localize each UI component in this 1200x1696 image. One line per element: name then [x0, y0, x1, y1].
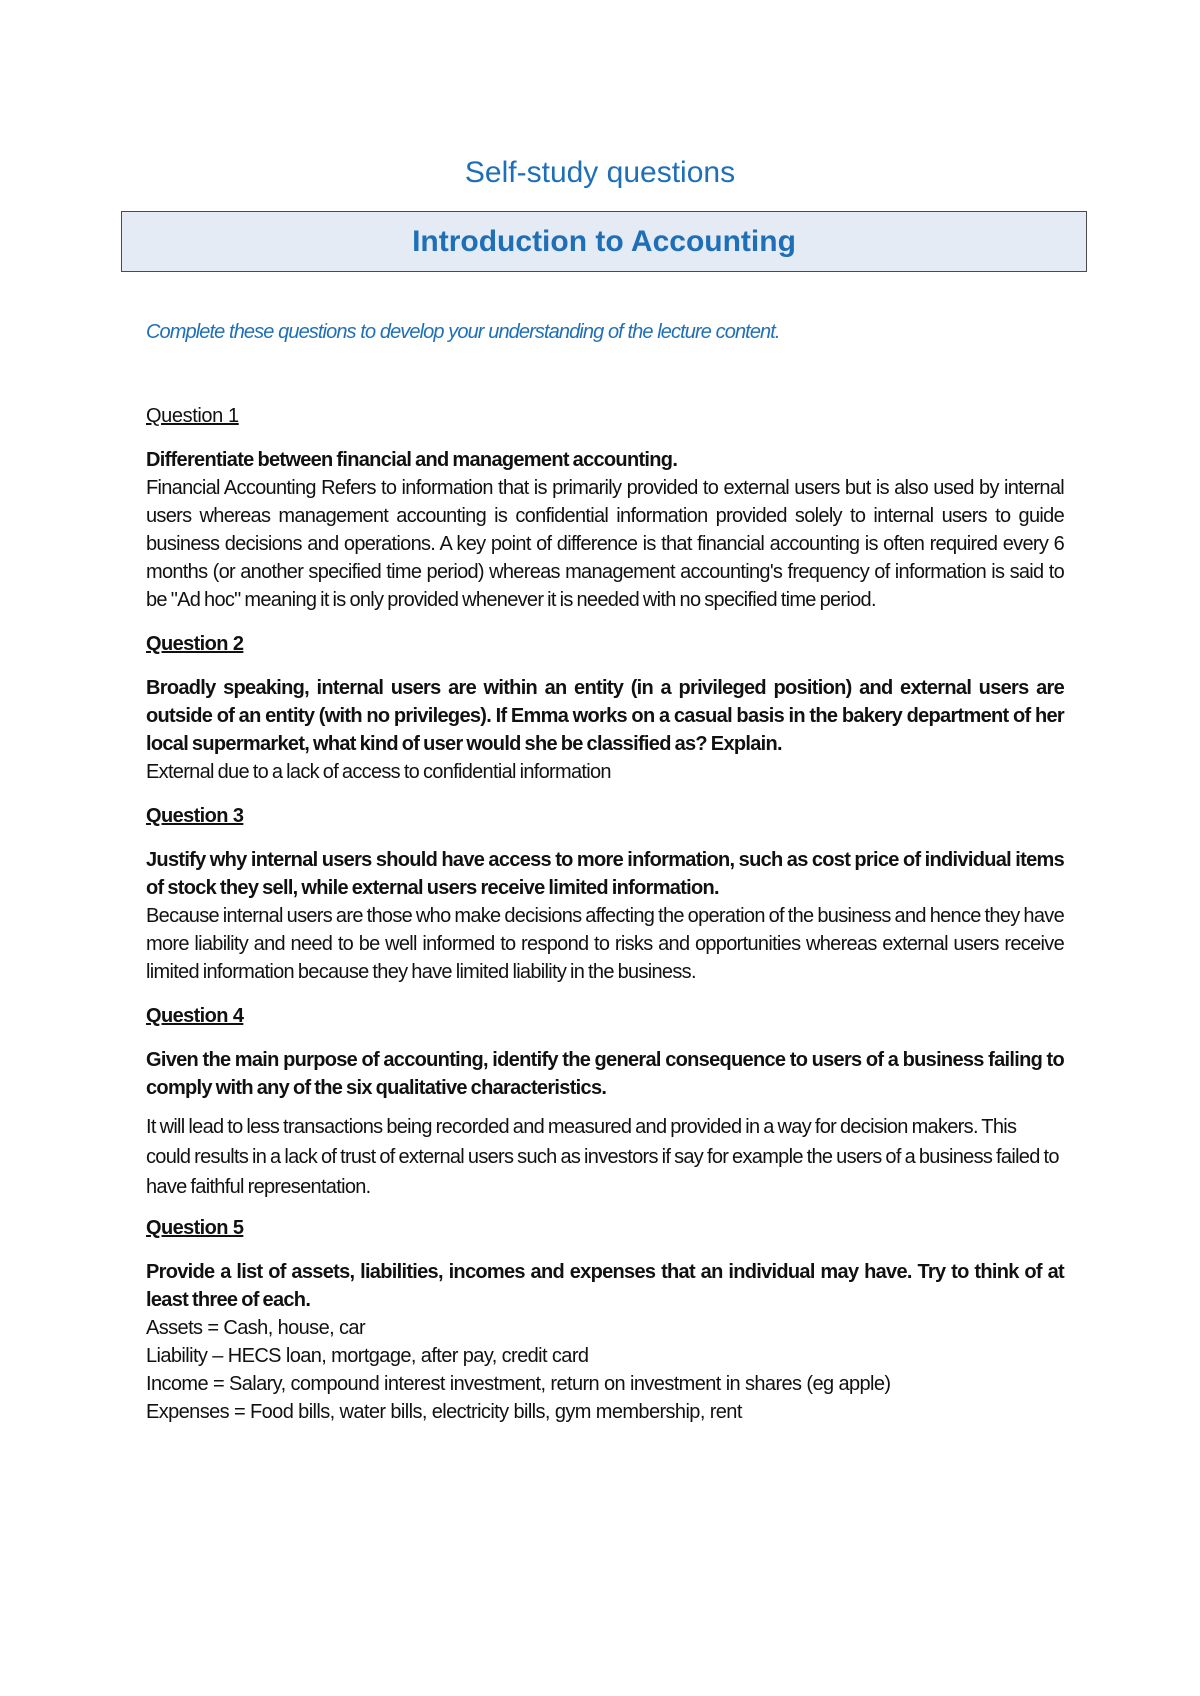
question-2-label: Question 2 — [146, 633, 244, 655]
question-1-answer: Financial Accounting Refers to information that is primarily provided to external users but is also used by internal users whereas management accounting is confidential information provided solely to internal users to guide business decisions and operations. A key point of difference is that financial accounting is often required every 6 months (or another specified time period) whereas management accounting's frequency of information is said to be "Ad hoc" meaning it is only provided whenever it is needed with no specified time period. — [146, 477, 1064, 611]
question-1-prompt: Differentiate between financial and management accounting. — [146, 449, 678, 471]
question-5-answer-expenses: Expenses = Food bills, water bills, electricity bills, gym membership, rent — [146, 1401, 742, 1423]
question-3-prompt: Justify why internal users should have access to more information, such as cost price of individual items of stock they sell, while external users receive limited information. — [146, 849, 1064, 899]
question-5-answer-income: Income = Salary, compound interest investment, return on investment in shares (eg apple) — [146, 1373, 891, 1395]
document-title: Introduction to Accounting — [412, 224, 796, 258]
question-5-label: Question 5 — [146, 1217, 244, 1239]
question-5-prompt: Provide a list of assets, liabilities, incomes and expenses that an individual may have. Try to think of at least three of each. — [146, 1261, 1064, 1311]
document-subtitle: Self-study questions — [464, 156, 736, 189]
question-4-answer: It will lead to less transactions being recorded and measured and provided in a way for decision makers. This could results in a lack of trust of external users such as investors if say for example the users of a business failed to have faithful representation. — [146, 1116, 1059, 1198]
question-2-answer: External due to a lack of access to confidential information — [146, 761, 611, 783]
question-1-label: Question 1 — [146, 405, 239, 427]
question-4-prompt: Given the main purpose of accounting, identify the general consequence to users of a business failing to comply with any of the six qualitative characteristics. — [146, 1049, 1064, 1099]
intro-instruction: Complete these questions to develop your understanding of the lecture content. — [146, 321, 780, 343]
question-3-label: Question 3 — [146, 805, 244, 827]
question-5-answer-liability: Liability – HECS loan, mortgage, after pay, credit card — [146, 1345, 589, 1367]
question-4-label: Question 4 — [146, 1005, 244, 1027]
title-box — [121, 211, 1087, 272]
question-2-prompt: Broadly speaking, internal users are within an entity (in a privileged position) and external users are outside of an entity (with no privileges). If Emma works on a casual basis in the bakery department of her local supermarket, what kind of user would she be classified as? Explain. — [146, 677, 1064, 755]
question-3-answer: Because internal users are those who make decisions affecting the operation of the business and hence they have more liability and need to be well informed to respond to risks and opportunities whereas external users receive limited information because they have limited liability in the business. — [146, 905, 1064, 983]
document-body — [146, 318, 1064, 1426]
question-5-answer-assets: Assets = Cash, house, car — [146, 1317, 366, 1339]
